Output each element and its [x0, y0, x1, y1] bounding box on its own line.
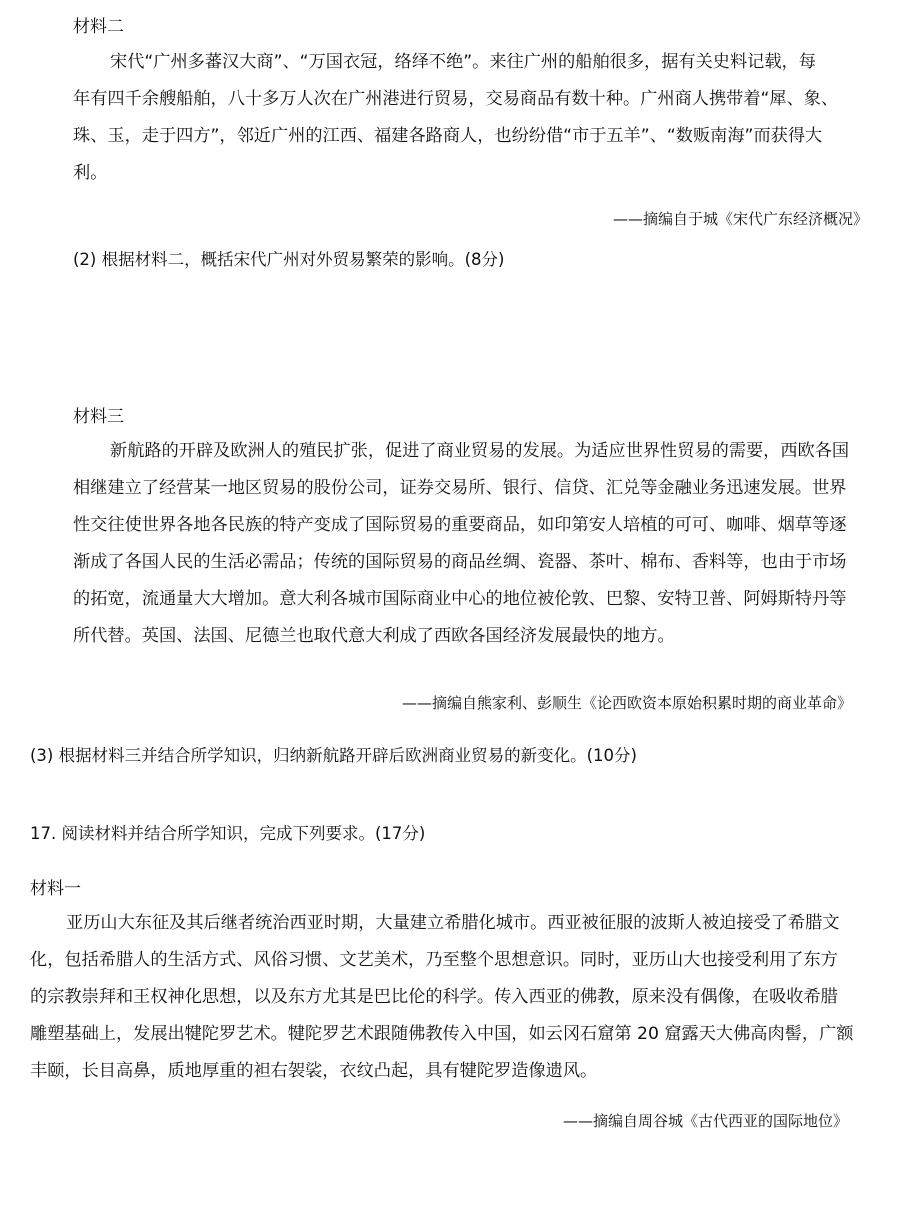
- material3-body: [73, 433, 849, 655]
- material1-body: [30, 905, 853, 1090]
- material3-line: 新航路的开辟及欧洲人的殖民扩张，促进了商业贸易的发展。为适应世界性贸易的需要，西欧各国: [110, 441, 850, 461]
- material1-line: 的宗教崇拜和王权神化思想，以及东方尤其是巴比伦的科学。传入西亚的佛教，原来没有偶像，在吸收希腊: [30, 987, 838, 1007]
- material3-line: 所代替。英国、法国、尼德兰也取代意大利成了西欧各国经济发展最快的地方。: [73, 626, 675, 646]
- material2-line: 年有四千余艘船舶，八十多万人次在广州港进行贸易，交易商品有数十种。广州商人携带着“犀、象、: [73, 89, 839, 109]
- material1-line: 亚历山大东征及其后继者统治西亚时期，大量建立希腊化城市。西亚被征服的波斯人被迫接受了希腊文: [66, 913, 840, 933]
- material3-line: 的拓宽，流通量大大增加。意大利各城市国际商业中心的地位被伦敦、巴黎、安特卫普、阿姆斯特丹等: [73, 589, 847, 609]
- question-17: 17. 阅读材料并结合所学知识，完成下列要求。(17分): [30, 824, 426, 843]
- material2-body: [73, 44, 838, 192]
- material2-line: 宋代“广州多蕃汉大商”、“万国衣冠，络绎不绝”。来往广州的船舶很多，据有关史料记载，每: [110, 52, 816, 72]
- material2-heading: 材料二: [73, 17, 124, 37]
- material2-source: ——摘编自于城《宋代广东经济概况》: [612, 210, 868, 228]
- material3-line: 相继建立了经营某一地区贸易的股份公司，证券交易所、银行、信贷、汇兑等金融业务迅速发展。世界: [73, 478, 847, 498]
- material1-line: 雕塑基础上，发展出犍陀罗艺术。犍陀罗艺术跟随佛教传入中国，如云冈石窟第 20 窟露天大佛高肉髻，广额: [30, 1024, 854, 1044]
- material1-line: 丰颐，长目高鼻，质地厚重的袒右袈裟，衣纹凸起，具有犍陀罗造像遗风。: [30, 1061, 598, 1081]
- material2-line: 利。: [73, 163, 108, 183]
- material3-source: ——摘编自熊家利、彭顺生《论西欧资本原始积累时期的商业革命》: [401, 694, 852, 712]
- question-3: (3) 根据材料三并结合所学知识，归纳新航路开辟后欧洲商业贸易的新变化。(10分): [30, 746, 637, 765]
- material3-heading: 材料三: [73, 407, 124, 427]
- material1-source: ——摘编自周谷城《古代西亚的国际地位》: [562, 1112, 848, 1130]
- material1-line: 化，包括希腊人的生活方式、风俗习惯、文艺美术，乃至整个思想意识。同时，亚历山大也接受利用了东方: [30, 950, 838, 970]
- material3-line: 渐成了各国人民的生活必需品；传统的国际贸易的商品丝绸、瓷器、茶叶、棉布、香料等，也由于市场: [73, 552, 847, 572]
- material1-heading: 材料一: [30, 879, 81, 899]
- material2-line: 珠、玉，走于四方”，邻近广州的江西、福建各路商人，也纷纷借“市于五羊”、“数贩南海”而获得大: [73, 126, 823, 146]
- material3-line: 性交往使世界各地各民族的特产变成了国际贸易的重要商品，如印第安人培植的可可、咖啡、烟草等逐: [73, 515, 847, 535]
- question-2: (2) 根据材料二，概括宋代广州对外贸易繁荣的影响。(8分): [73, 250, 505, 269]
